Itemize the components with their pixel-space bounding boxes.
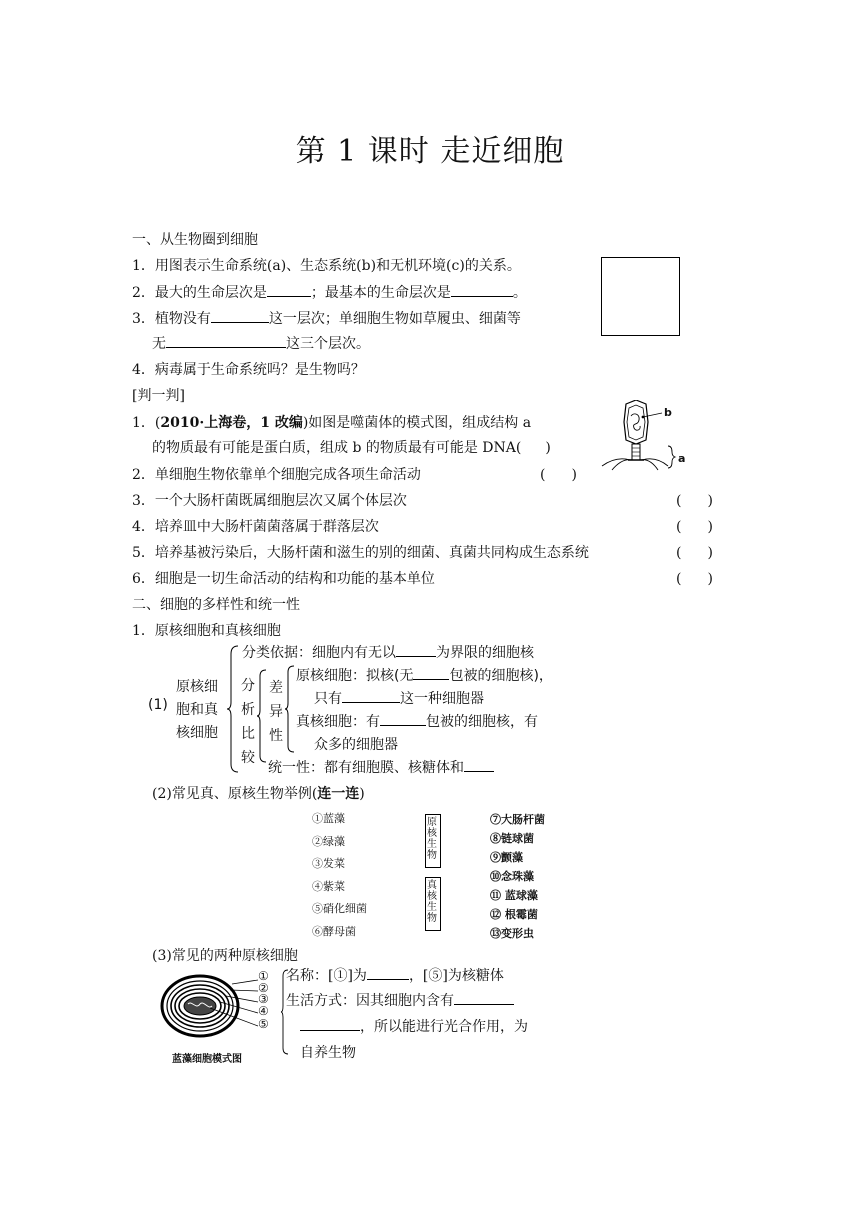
- box-char: 原: [427, 817, 437, 828]
- judge-item-5: 5．培养基被污染后，大肠杆菌和滋生的别的细菌、真菌共同构成生态系统: [132, 545, 589, 561]
- fenxi-char: 较: [241, 750, 255, 766]
- answer-paren-2[interactable]: [540, 465, 577, 485]
- paren-close: ): [571, 467, 577, 483]
- q2-text-a: 2．最大的生命层次是: [132, 285, 267, 301]
- sub2-text-a: (2)常见真、原核生物举例(: [152, 786, 318, 802]
- box-char: 生: [427, 839, 437, 850]
- organism-item[interactable]: ⑤硝化细菌: [312, 902, 367, 915]
- item-mark-1: (1): [148, 697, 168, 713]
- organism-item[interactable]: ⑩念珠藻: [490, 870, 534, 883]
- cell-numbers: [258, 971, 269, 1031]
- fenxi-char: 析: [241, 702, 255, 718]
- paren-open: (: [676, 545, 682, 561]
- answer-paren-6[interactable]: [676, 569, 713, 589]
- cell-number: ③: [258, 992, 269, 1006]
- brace-inner: [284, 664, 296, 754]
- blank[interactable]: [464, 758, 494, 772]
- blank[interactable]: [367, 966, 409, 980]
- cell-number: ①: [258, 969, 269, 983]
- organism-item[interactable]: ⑬变形虫: [490, 927, 534, 940]
- pro-text-d: 这一种细胞器: [400, 691, 484, 707]
- blank[interactable]: [342, 689, 400, 703]
- fenxi-char: 比: [241, 726, 255, 742]
- eukaryote-box[interactable]: [425, 877, 441, 931]
- chayi-char: 差: [269, 680, 283, 696]
- q2-text-c: 。: [512, 285, 527, 301]
- basis-line: [242, 642, 534, 662]
- organism-item[interactable]: ④紫菜: [312, 879, 345, 893]
- left-label-line: 胞和真: [176, 702, 218, 718]
- pro-text-a: 原核细胞：拟核(无: [296, 668, 414, 684]
- judge-item-4: 4．培养皿中大肠杆菌菌落属于群落层次: [132, 519, 379, 535]
- question-4: 4．病毒属于生命系统吗？是生物吗？: [132, 362, 365, 378]
- judge-item-3: 3．一个大肠杆菌既属细胞层次又属个体层次: [132, 493, 407, 509]
- cell-name-line: [286, 966, 504, 986]
- judge-1-d: 的物质最有可能是蛋白质，组成 b 的物质最有可能是 DNA(: [152, 440, 522, 456]
- label-b: b: [664, 406, 672, 419]
- cell-number: ④: [258, 1003, 269, 1018]
- life-text-a: 生活方式：因其细胞内含有: [286, 993, 454, 1009]
- blank[interactable]: [267, 283, 311, 297]
- judge-1-source: 2010·上海卷，1 改编: [160, 415, 303, 431]
- section-heading-2: 二、细胞的多样性和统一性: [132, 597, 300, 613]
- left-label: [176, 676, 218, 745]
- organism-item[interactable]: ③发菜: [312, 857, 345, 870]
- judge-item-6: 6．细胞是一切生命活动的结构和功能的基本单位: [132, 571, 435, 587]
- judge-heading: [判一判]: [132, 388, 185, 404]
- chayi-label: [268, 676, 284, 748]
- box-char: 核: [427, 891, 437, 902]
- judge-item-1: [132, 413, 531, 433]
- euk-text-a: 真核细胞：有: [296, 714, 380, 730]
- blank[interactable]: [451, 283, 513, 297]
- organism-item[interactable]: ⑨颤藻: [490, 851, 523, 864]
- box-char: 核: [427, 828, 437, 839]
- blank[interactable]: [211, 309, 269, 323]
- chayi-char: 异: [269, 704, 283, 720]
- life-mode-line: [286, 991, 514, 1011]
- organism-list-left: [312, 808, 367, 943]
- organism-item[interactable]: ⑪ 蓝球藻: [490, 889, 538, 902]
- box-char: 真: [427, 880, 437, 891]
- unity-text: 统一性：都有细胞膜、核糖体和: [268, 760, 464, 776]
- subheading-1: 1．原核细胞和真核细胞: [132, 623, 281, 639]
- organism-item[interactable]: ①蓝藻: [312, 812, 345, 825]
- judge-item-2: 2．单细胞生物依靠单个细胞完成各项生命活动: [132, 467, 421, 483]
- blank[interactable]: [166, 334, 286, 348]
- blank[interactable]: [454, 991, 514, 1005]
- judge-1-e: ): [545, 440, 551, 456]
- organism-item[interactable]: ⑦大肠杆菌: [490, 813, 545, 826]
- paren-open: (: [540, 467, 546, 483]
- life-text-b: ，所以能进行光合作用，为: [360, 1019, 528, 1035]
- prokaryote-line: [296, 665, 553, 685]
- question-2: [132, 283, 527, 303]
- organism-item[interactable]: ②绿藻: [312, 834, 345, 848]
- paren-open: (: [676, 571, 682, 587]
- blank[interactable]: [396, 643, 436, 657]
- q3-text-d: 这三个层次。: [286, 336, 370, 352]
- brace-middle: [256, 668, 268, 764]
- answer-paren-3[interactable]: [676, 491, 713, 511]
- cell-number: ②: [258, 980, 269, 995]
- name-text-a: 名称：[①]为: [286, 968, 367, 984]
- judge-1-a: 1．(: [132, 415, 161, 431]
- box-char: 生: [427, 902, 437, 913]
- fenxi-char: 分: [241, 678, 255, 694]
- life-mode-line-3: 自养生物: [300, 1045, 356, 1061]
- blank[interactable]: [300, 1017, 360, 1031]
- basis-text-b: 为界限的细胞核: [436, 645, 534, 661]
- judge-item-1-cont: [152, 438, 551, 458]
- judge-1-c: )如图是噬菌体的模式图，组成结构 a: [302, 415, 532, 431]
- organism-item[interactable]: ⑥酵母菌: [312, 924, 356, 938]
- euk-text-b: 包被的细胞核，有: [426, 714, 538, 730]
- paren-open: (: [676, 493, 682, 509]
- question-3-cont: [152, 334, 370, 354]
- q2-text-b: ；最基本的生命层次是: [310, 285, 451, 301]
- left-label-line: 核细胞: [176, 725, 218, 741]
- cell-caption: 蓝藻细胞模式图: [172, 1054, 242, 1065]
- unity-line: [268, 757, 494, 777]
- answer-box[interactable]: [601, 257, 680, 336]
- q3-text-a: 3．植物没有: [132, 311, 211, 327]
- box-char: 物: [427, 913, 437, 924]
- section-heading-1: 一、从生物圈到细胞: [132, 232, 258, 248]
- subheading-2: [152, 784, 365, 804]
- box-char: 物: [427, 850, 437, 861]
- organism-list-right: [490, 810, 545, 943]
- blank[interactable]: [413, 666, 449, 680]
- pro-text-b: 包被的细胞核)，: [449, 668, 553, 684]
- organism-item[interactable]: ⑫ 根霉菌: [490, 908, 538, 921]
- q3-text-c: 无: [152, 336, 166, 352]
- answer-paren-5[interactable]: [676, 543, 713, 563]
- name-text-b: ，[⑤]为核糖体: [408, 968, 504, 984]
- basis-text-a: 分类依据：细胞内有无以: [242, 645, 396, 661]
- paren-close: ): [707, 545, 713, 561]
- life-mode-line-2: [300, 1017, 528, 1037]
- subheading-3: (3)常见的两种原核细胞: [152, 948, 298, 964]
- question-1: 1．用图表示生命系统(a)、生态系统(b)和无机环境(c)的关系。: [132, 258, 521, 274]
- q3-text-b: 这一层次；单细胞生物如草履虫、细菌等: [268, 311, 521, 327]
- eukaryote-line: [296, 711, 538, 731]
- page-title: 第 1 课时 走近细胞: [295, 134, 565, 169]
- prokaryote-line-2: [314, 688, 484, 708]
- left-label-line: 原核细: [176, 679, 218, 695]
- prokaryote-box[interactable]: [425, 814, 441, 868]
- question-3: [132, 309, 521, 329]
- blank[interactable]: [380, 712, 426, 726]
- cell-number: ⑤: [258, 1017, 269, 1031]
- paren-close: ): [707, 493, 713, 509]
- sub2-text-bold: 连一连: [317, 786, 360, 802]
- organism-item[interactable]: ⑧链球菌: [490, 832, 534, 845]
- paren-close: ): [707, 571, 713, 587]
- pro-text-c: 只有: [314, 691, 342, 707]
- label-a: a: [678, 452, 686, 465]
- paren-open: (: [676, 519, 682, 535]
- phage-diagram: [596, 400, 686, 472]
- eukaryote-line-2: 众多的细胞器: [314, 737, 398, 753]
- brace-outer: [226, 644, 240, 774]
- chayi-char: 性: [269, 728, 283, 744]
- sub2-text-c: ): [359, 786, 365, 802]
- fenxi-label: [240, 674, 256, 770]
- paren-close: ): [707, 519, 713, 535]
- answer-paren-4[interactable]: [676, 517, 713, 537]
